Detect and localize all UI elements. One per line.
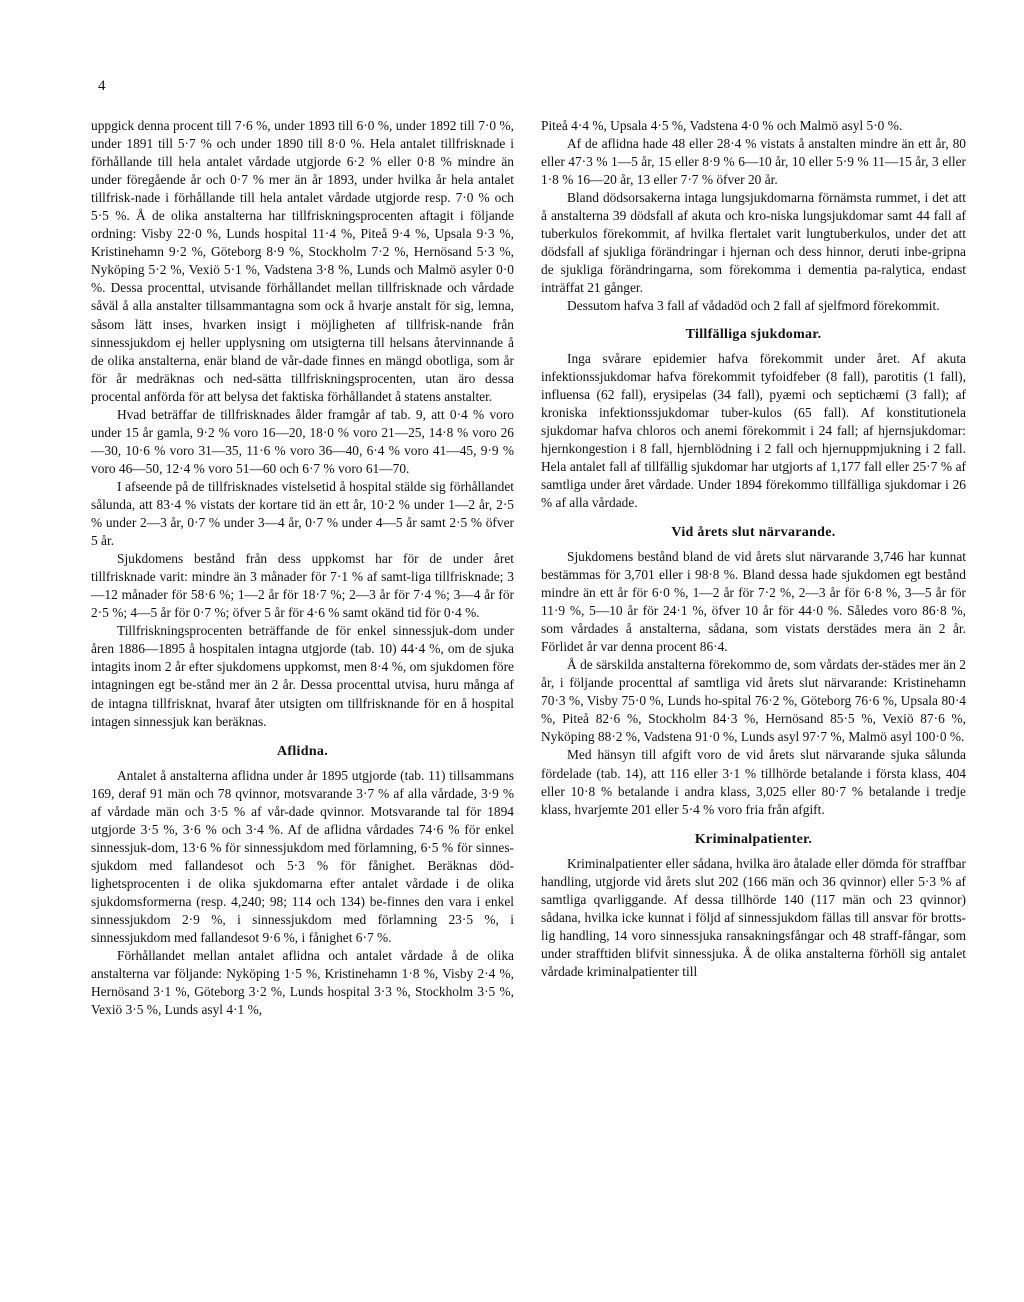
paragraph: Piteå 4·4 %, Upsala 4·5 %, Vadstena 4·0 % och Malmö asyl 5·0 %. bbox=[541, 118, 903, 133]
paragraph: Antalet å anstalterna aflidna under år 1895 utgjorde (tab. 11) tillsammans 169, deraf 91 män och 78 qvinnor, motsvarande 3·7 % af alla vårdade, 3·9 % af vårdade män och 3·5 % af vår-dade qvinnor. Motsvarande tal för 1894 utgjorde 3·5 %, 3·6 % och 3·4 %. Af de aflidna vårdades 74·6 % för enkel sinnessjuk-dom, 13·6 % för sinnessjukdom med förlamning, 6·5 % för sinnes-sjukdom med fallandesot och 5·3 % för fånighet. Beräknas död-lighetsprocenten i de olika sjukdomarna efter antalet vårdade i de olika sjukdomsformerna (resp. 4,240; 98; 114 och 134) be-finnes den vara i enkel sinnessjukdom 2·9 %, i sinnessjukdom med förlamning 23·5 %, i sinnessjukdom med fallandesot 9·6 %, i fånighet 6·7 %. bbox=[91, 767, 514, 946]
left-column bbox=[91, 117, 514, 1019]
paragraph: Med hänsyn till afgift voro de vid årets slut närvarande sjuka sålunda fördelade (tab. 14), att 116 eller 3·1 % tillhörde betalande i första klass, 404 eller 10·8 % betalande i andra klass, 3,025 eller 80·7 % betalande i tredje klass, hvarjemte 201 eller 5·4 % voro fria från afgift. bbox=[541, 747, 966, 817]
right-column bbox=[541, 117, 966, 981]
section-heading-tillfalliga: Tillfälliga sjukdomar. bbox=[685, 326, 822, 342]
paragraph: Hvad beträffar de tillfrisknades ålder framgår af tab. 9, att 0·4 % voro under 15 år gamla, 9·2 % voro 16—20, 18·0 % voro 21—25, 14·8 % voro 26—30, 10·6 % voro 31—35, 11·6 % voro 36—40, 6·4 % voro 41—45, 9·9 % voro 46—50, 12·4 % voro 51—60 och 6·7 % voro 61—70. bbox=[91, 406, 514, 476]
paragraph: Tillfriskningsprocenten beträffande de för enkel sinnessjuk-dom under åren 1886—1895 å hospitalen intagna utgjorde (tab. 10) 44·4 %, om de sjuka intagits inom 2 år efter sjukdomens uppkomst, men 8·4 %, om sjukdomen före intagningen egt be-stånd mer än 2 år. Dessa procenttal utvisa, huru många af de intagna tillfrisknat, hvaraf åter utsigten om tillfrisknande för en å hospital intagen sinnessjuk kan beräknas. bbox=[91, 623, 514, 729]
paragraph: Å de särskilda anstalterna förekommo de, som vårdats der-städes mer än 2 år, i följande procenttal af samtliga vid årets slut närvarande: Kristinehamn 70·3 %, Visby 75·0 %, Lunds ho-spital 76·2 %, Göteborg 76·6 %, Upsala 80·4 %, Piteå 82·6 %, Stockholm 84·3 %, Hernösand 85·5 %, Vexiö 87·6 %, Nyköping 88·2 %, Vadstena 91·0 %, Lunds asyl 97·7 %, Malmö asyl 100·0 %. bbox=[541, 657, 966, 745]
section-heading-aflidna: Aflidna. bbox=[276, 743, 329, 759]
section-heading-vid-arets-slut: Vid årets slut närvarande. bbox=[671, 524, 836, 540]
section-heading-kriminalpatienter: Kriminalpatienter. bbox=[694, 831, 813, 847]
paragraph: I afseende på de tillfrisknades vistelsetid å hospital stälde sig förhållandet sålunda, att 83·4 % vistats der kortare tid än ett år, 10·2 % under 1—2 år, 2·5 % under 2—3 år, 0·7 % under 3—4 år, 0·7 % under 4—5 år samt 2·5 % öfver 5 år. bbox=[91, 478, 514, 549]
paragraph: Förhållandet mellan antalet aflidna och antalet vårdade å de olika anstalterna var följande: Nyköping 1·5 %, Kristinehamn 1·8 %, Visby 2·4 %, Hernösand 3·1 %, Göteborg 3·2 %, Lunds hospital 3·3 %, Stockholm 3·5 %, Vexiö 3·5 %, Lunds asyl 4·1 %, bbox=[91, 948, 514, 1018]
paragraph: Kriminalpatienter eller sådana, hvilka äro åtalade eller dömda för straffbar handling, utgjorde vid årets slut 202 (166 män och 36 qvinnor) eller 5·3 % af samtliga qvarliggande. Af dessa tillhörde 140 (117 män och 23 qvinnor) sådana, hvilka icke kunnat i följd af sinnessjukdom fällas till ansvar för brotts-lig handling, 14 voro sinnessjuka ransakningsfångar och 48 straff-fångar, som under strafftiden blifvit sinnessjuka. Å de olika anstalterna förhöll sig antalet vårdade kriminalpatienter till bbox=[541, 855, 966, 979]
paragraph: Bland dödsorsakerna intaga lungsjukdomarna förnämsta rummet, i det att å anstalterna 39 dödsfall af akuta och kro-niska lungsjukdomar samt 44 fall af tuberkulos förekommit, af hvilka flertalet varit lungtuberkulos, under det att dödsfall af sjukliga förändringar i hjernan och dess hinnor, deruti inbe-gripna de sjukliga förändringarna, som förekomma i dementia pa-ralytica, endast inträffat 21 gånger. bbox=[541, 190, 966, 296]
paragraph: Dessutom hafva 3 fall af vådadöd och 2 fall af sjelfmord förekommit. bbox=[567, 298, 940, 314]
paragraph: Sjukdomens bestånd från dess uppkomst har för de under året tillfrisknade varit: mindre än 3 månader för 7·1 % af samt-liga tillfrisknade; 3—12 månader för 58·6 %; 1—2 år för 18·7 %; 2—3 år för 7·4 %; 3—4 år för 2·5 %; 4—5 år för 0·7 %; öfver 5 år för 4·6 % samt okänd tid för 0·4 %. bbox=[91, 551, 514, 621]
paragraph: Inga svårare epidemier hafva förekommit under året. Af akuta infektionssjukdomar hafva förekommit tyfoidfeber (8 fall), parotitis (1 fall), influensa (62 fall), erysipelas (34 fall), pyæmi och septichæmi (3 fall); af kroniska infektionssjukdomar tuber-kulos (65 fall). Af konstitutionela sjukdomar hafva chloros och anemi förekommit i 24 fall; af hjernsjukdomar: hjernkongestion i 8 fall, hjernblödning i 2 fall och hjernuppmjukning i 2 fall. Hela antalet fall af tillfällig sjukdomar har utgjorts af 1,177 fall eller 25·7 % af samtliga under året vårdade. Under 1894 förekommo tillfälliga sjukdomar i 26 % af alla vårdade. bbox=[541, 350, 966, 510]
paragraph: Af de aflidna hade 48 eller 28·4 % vistats å anstalten mindre än ett år, 80 eller 47·3 % 1—5 år, 15 eller 8·9 % 6—10 år, 10 eller 5·9 % 11—15 år, 3 eller 1·8 % 16—20 år, 13 eller 7·7 % öfver 20 år. bbox=[541, 136, 966, 188]
page-number: 4 bbox=[98, 78, 106, 94]
paragraph: Sjukdomens bestånd bland de vid årets slut närvarande 3,746 har kunnat bestämmas för 3,701 eller i 98·8 %. Bland dessa hade sjukdomen egt bestånd mindre än ett år för 6·0 %, 1—2 år för 7·2 %, 2—3 år för 6·8 %, 3—5 år för 11·9 %, 5—10 år för 24·1 %, öfver 10 år för 44·0 %. Således voro 86·8 %, som vårdades å anstalterna, sådana, som vistats derstädes mera än 2 år. Förlidet år var denna procent 86·4. bbox=[541, 548, 966, 655]
paragraph: uppgick denna procent till 7·6 %, under 1893 till 6·0 %, under 1892 till 7·0 %, under 1891 till 5·7 % och under 1890 till 8·0 %. Hela antalet tillfrisknade i förhållande till hela antalet vårdade utgjorde 6·2 % eller 0·8 % mindre än under föregående år och 0·7 % mer än år 1893, under hvilka år hela antalet tillfrisk-nade i förhållande till hela antalet vårdade utgjorde resp. 7·0 % och 5·5 %. Å de olika anstalterna har tillfriskningsprocenten aftagit i följande ordning: Visby 22·0 %, Lunds hospital 11·4 %, Piteå 9·4 %, Upsala 9·3 %, Kristinehamn 9·2 %, Göteborg 8·9 %, Stockholm 7·2 %, Hernösand 5·3 %, Nyköping 5·2 %, Vexiö 5·1 %, Vadstena 3·8 %, Lunds och Malmö asyler 0·0 %. Dessa procenttal, utvisande förhållandet mellan tillfrisknade och vårdade såväl å alla anstalter tillsammantagna som ock å hvarje anstalt för sig, lemna, såsom lätt inses, hvarken insigt i möjligheten af tillfrisk-nande från sinnessjukdom ej heller upplysning om utsigterna till helsans återvinnande å de olika anstalterna, enär bland de vår-dade finnes en mängd obotliga, som år för år medräknas och ned-sätta tillfriskningsprocenten, utan äro dessa procental anförda för att belysa det faktiska förhållandet å statens anstalter. bbox=[91, 118, 514, 404]
